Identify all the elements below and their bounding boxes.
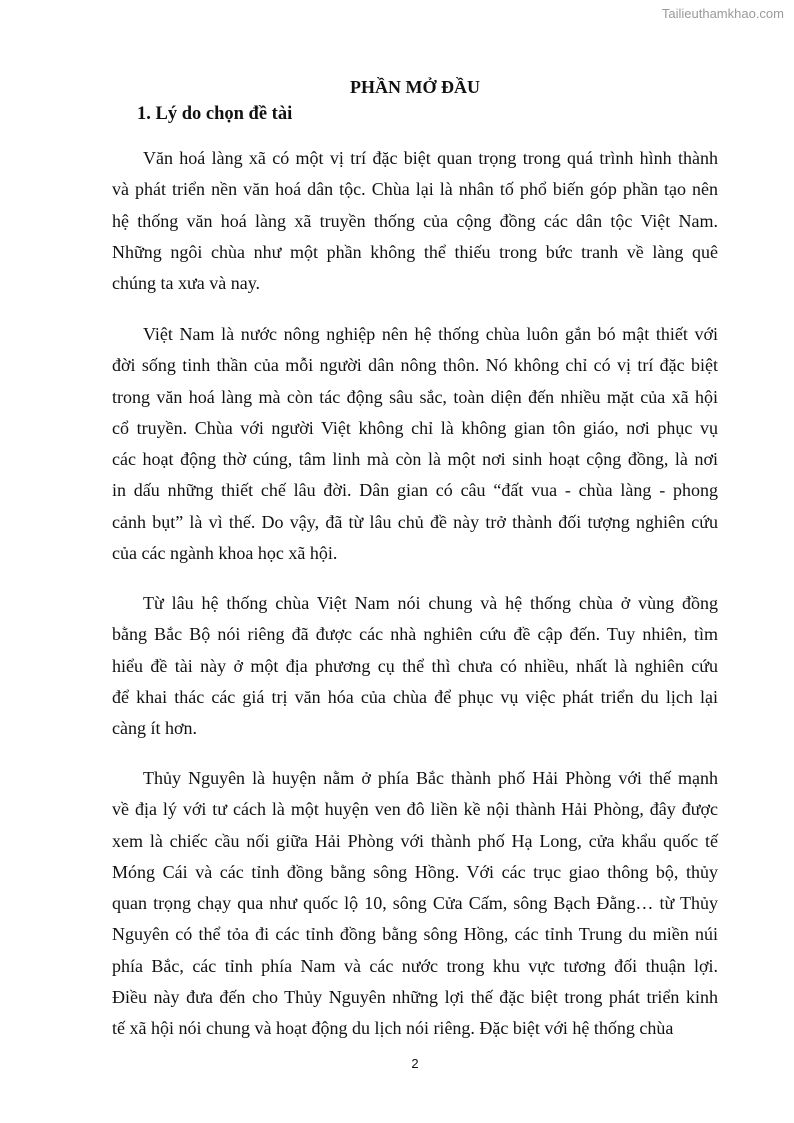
text-line: trong văn hoá làng mà còn tác động sâu sắc, toàn diện đến nhiều mặt của xã hội [112,386,718,407]
text-line: hệ thống văn hoá làng xã truyền thống của cộng đồng các dân tộc Việt Nam. [112,210,718,231]
text-line: cảnh bụt” là vì thế. Do vậy, đã từ lâu chủ đề này trở thành đối tượng nghiên cứu [112,511,718,532]
paragraph [112,319,718,569]
text-line: của các ngành khoa học xã hội. [112,543,338,564]
paragraph [112,763,718,1045]
text-line: các hoạt động thờ cúng, tâm linh mà còn là một nơi sinh hoạt cộng đồng, là nơi [112,449,718,470]
text-line: về địa lý với tư cách là một huyện ven đô liền kề nội thành Hải Phòng, đây được [112,799,718,820]
text-line: hiểu đề tài này ở một địa phương cụ thể thì chưa có nhiều, nhất là nghiên cứu [112,655,718,676]
text-line: Móng Cái và các tỉnh đồng bằng sông Hồng. Với các trục giao thông bộ, thủy [112,861,718,882]
text-line: để khai thác các giá trị văn hóa của chùa để phục vụ việc phát triển du lịch lại [112,686,718,707]
text-line: cổ truyền. Chùa với người Việt không chỉ là không gian tôn giáo, nơi phục vụ [112,417,718,438]
paragraph [112,588,718,744]
text-line: Điều này đưa đến cho Thủy Nguyên những lợi thế đặc biệt trong phát triển kinh [112,987,718,1008]
text-line: bằng Bắc Bộ nói riêng đã được các nhà nghiên cứu đề cập đến. Tuy nhiên, tìm [112,624,718,645]
page-number: 2 [411,1056,419,1071]
page-title: PHẦN MỞ ĐẦU [350,77,480,97]
text-line: đời sống tinh thần của mỗi người dân nông thôn. Nó không chỉ có vị trí đặc biệt [112,355,718,376]
text-line: Nguyên có thể tỏa đi các tỉnh đồng bằng sông Hồng, các tỉnh Trung du miền núi [112,924,718,945]
text-line: chúng ta xưa và nay. [112,273,261,294]
paragraph [112,143,718,299]
text-line: Việt Nam là nước nông nghiệp nên hệ thống chùa luôn gắn bó mật thiết với [143,324,718,344]
text-line: quan trọng chạy qua như quốc lộ 10, sông Cửa Cấm, sông Bạch Đằng… từ Thủy [112,893,718,914]
text-line: và phát triển nền văn hoá dân tộc. Chùa lại là nhân tố phổ biến góp phần tạo nên [112,179,718,200]
text-line: Văn hoá làng xã có một vị trí đặc biệt quan trọng trong quá trình hình thành [143,148,718,168]
text-line: Từ lâu hệ thống chùa Việt Nam nói chung và hệ thống chùa ở vùng đồng [143,593,718,613]
text-line: Những ngôi chùa như một phần không thể thiếu trong bức tranh về làng quê [112,241,718,262]
text-line: in dấu những thiết chế lâu đời. Dân gian có câu “đất vua - chùa làng - phong [112,480,718,501]
text-line: càng ít hơn. [112,718,197,739]
watermark: Tailieuthamkhao.com [661,6,784,21]
text-line: phía Bắc, các tỉnh phía Nam và các nước trong khu vực tương đối thuận lợi. [112,955,718,976]
section-heading: 1. Lý do chọn đề tài [137,104,293,124]
text-line: xem là chiếc cầu nối giữa Hải Phòng với thành phố Hạ Long, cửa khẩu quốc tế [112,830,718,851]
text-line: tế xã hội nói chung và hoạt động du lịch nói riêng. Đặc biệt với hệ thống chùa [112,1018,674,1039]
text-line: Thủy Nguyên là huyện nằm ở phía Bắc thành phố Hải Phòng với thế mạnh [143,768,718,788]
